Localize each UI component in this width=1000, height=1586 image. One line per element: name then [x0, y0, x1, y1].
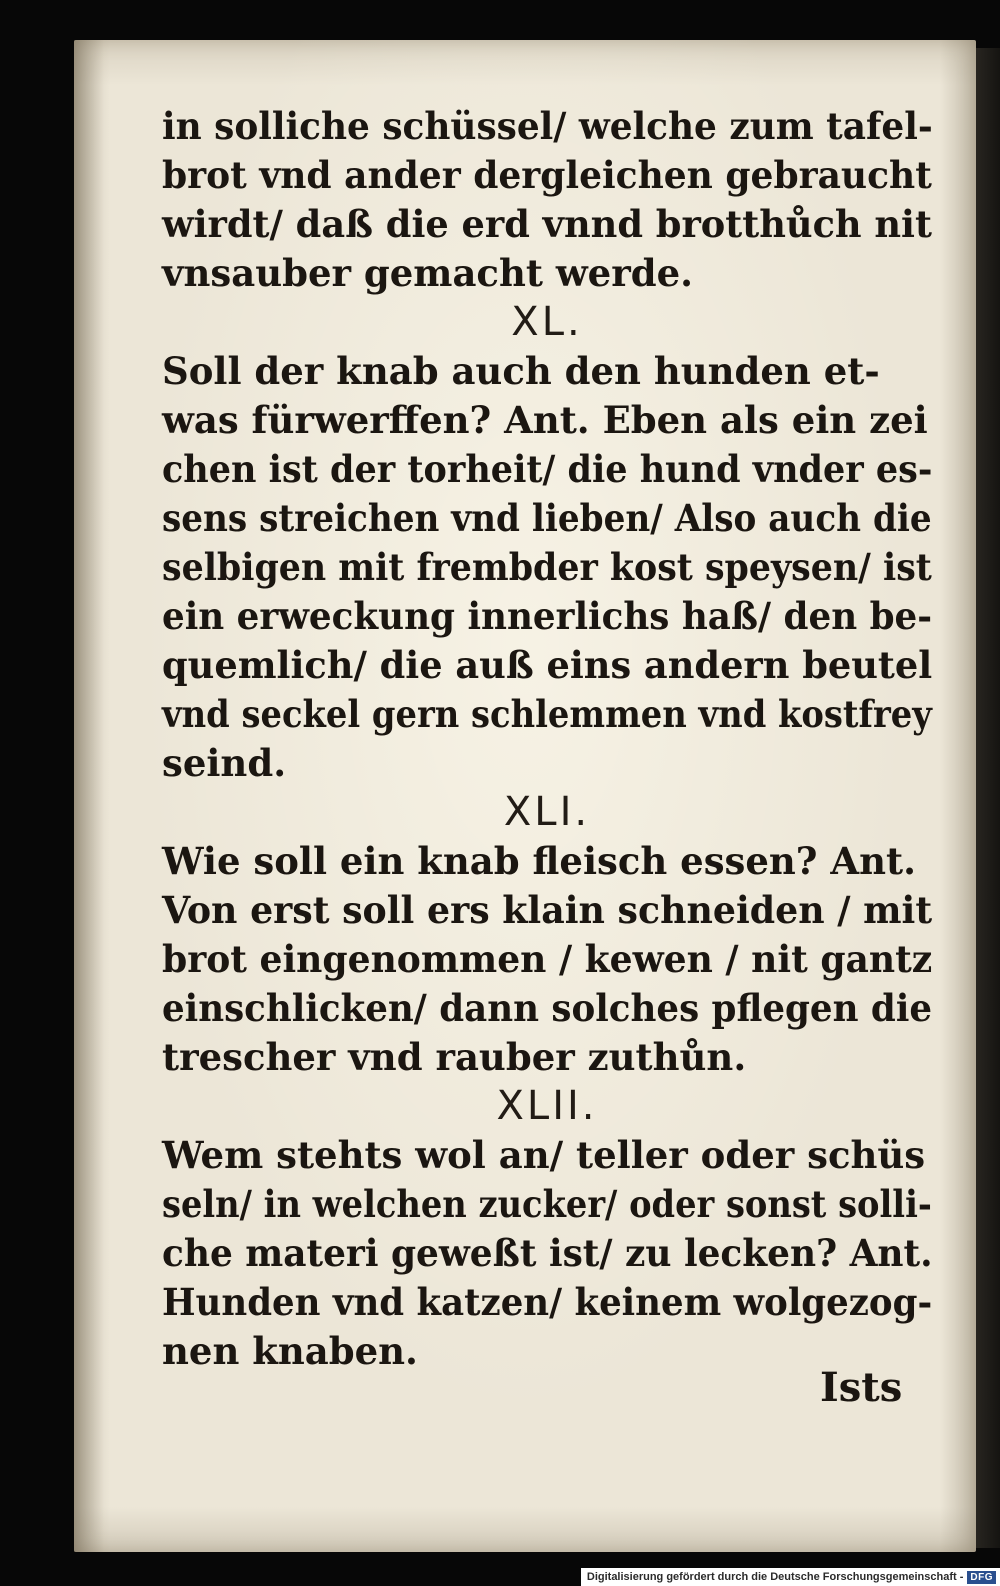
- text-line: wirdt/ daß die erd vnnd brotthůch nit: [162, 202, 932, 246]
- text-line: Wie soll ein knab fleisch essen? Ant.: [162, 839, 916, 883]
- text-line: seln/ in welchen zucker/ oder sonst solli-: [162, 1182, 932, 1226]
- text-line: sens streichen vnd lieben/ Also auch die: [162, 496, 932, 540]
- text-line: nen knaben.: [162, 1329, 418, 1373]
- text-line: chen ist der torheit/ die hund vnder es-: [162, 447, 933, 491]
- catchword: Ists: [820, 1364, 903, 1411]
- section-heading-xl: XL.: [511, 299, 583, 345]
- text-line: selbigen mit frembder kost speysen/ ist: [162, 545, 932, 589]
- text-line: einschlicken/ dann solches pflegen die: [162, 986, 933, 1030]
- text-line: brot eingenommen / kewen / nit gantz: [162, 937, 933, 981]
- dfg-logo: DFG: [967, 1571, 996, 1584]
- digitization-footer: [581, 1568, 1000, 1586]
- text-line: brot vnd ander dergleichen gebraucht: [162, 153, 932, 197]
- text-line: Von erst soll ers klain schneiden / mit: [162, 888, 933, 932]
- text-line: trescher vnd rauber zuthůn.: [162, 1035, 747, 1079]
- section-heading-xlii: XLII.: [496, 1083, 598, 1129]
- page-gutter-shadow: [74, 40, 104, 1552]
- text-line: in solliche schüssel/ welche zum tafel-: [162, 104, 933, 148]
- text-line: quemlich/ die auß eins andern beutel: [162, 643, 933, 687]
- section-heading-xli: XLI.: [503, 789, 591, 835]
- text-line: Hunden vnd katzen/ keinem wolgezog-: [162, 1280, 933, 1324]
- text-line: ein erweckung innerlichs haß/ den be-: [162, 594, 933, 638]
- text-line: che materi geweßt ist/ zu lecken? Ant.: [162, 1231, 933, 1275]
- text-line: was fürwerffen? Ant. Eben als ein zei: [162, 398, 928, 442]
- text-line: vnd seckel gern schlemmen vnd kostfrey: [162, 692, 932, 736]
- text-line: vnsauber gemacht werde.: [162, 251, 694, 295]
- text-line: Soll der knab auch den hunden et-: [162, 349, 880, 393]
- footer-credit: Digitalisierung gefördert durch die Deutsche Forschungsgemeinschaft -: [586, 1571, 964, 1583]
- page-text: [162, 102, 932, 1376]
- text-line: seind.: [162, 741, 287, 785]
- text-line: Wem stehts wol an/ teller oder schüs: [162, 1133, 926, 1177]
